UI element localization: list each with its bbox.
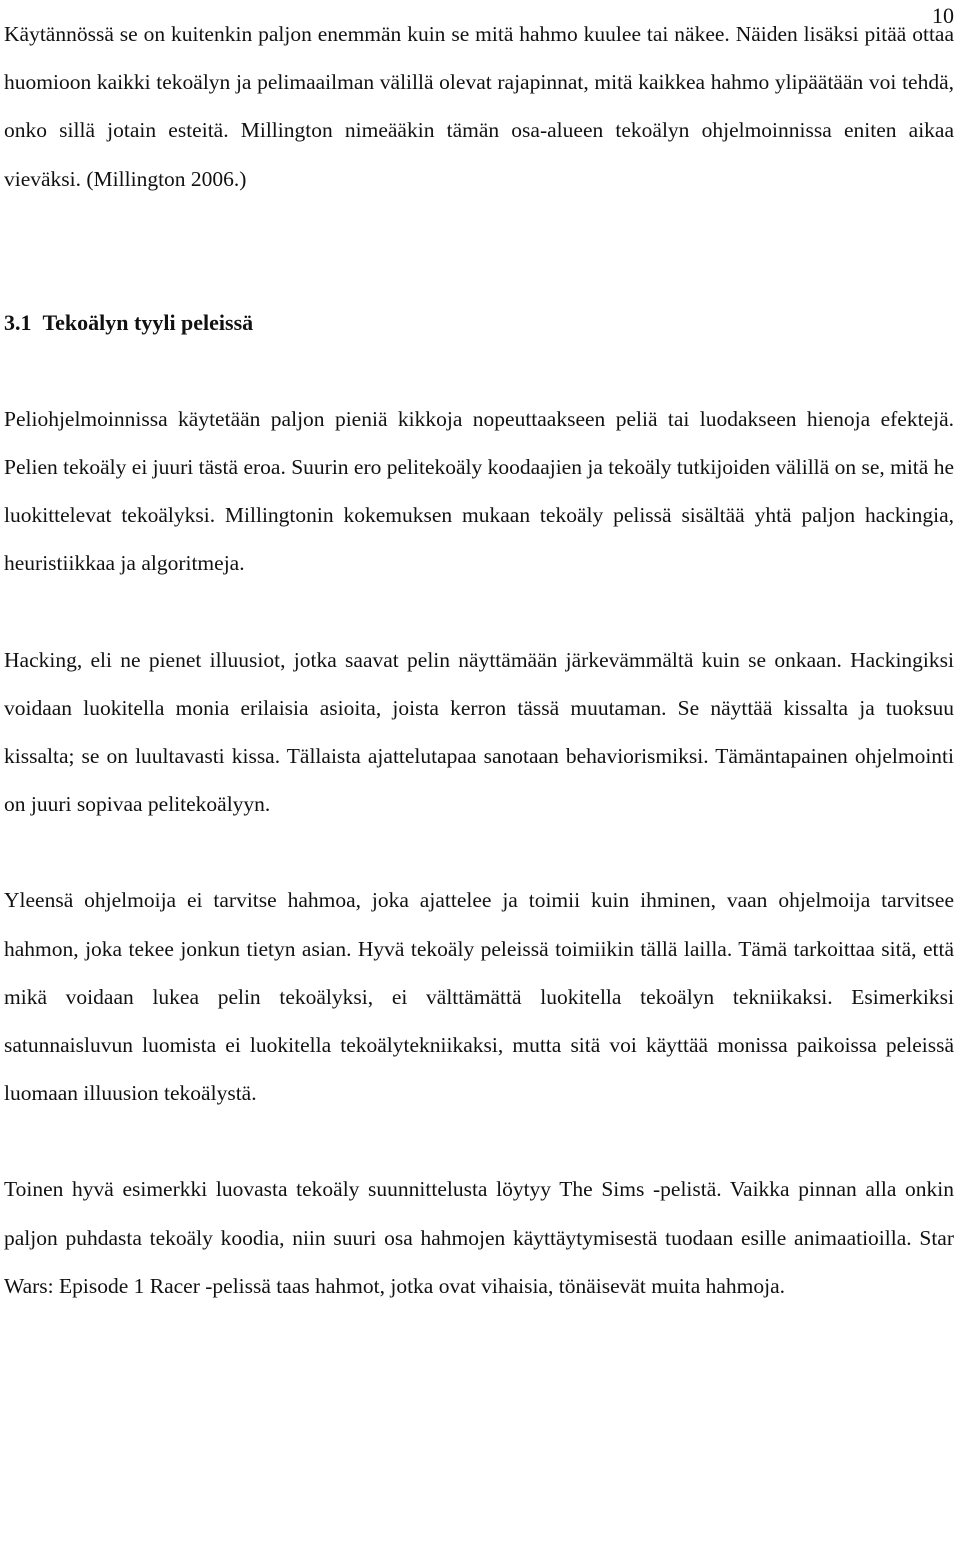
section-number: 3.1	[4, 309, 32, 335]
section-title: Tekoälyn tyyli peleissä	[42, 309, 254, 335]
document-body	[4, 10, 954, 1310]
section-heading	[4, 299, 954, 347]
paragraph-5: Toinen hyvä esimerkki luovasta tekoäly suunnittelusta löytyy The Sims -pelistä. Vaikka pinnan alla onkin paljon puhdasta tekoäly koodia, niin suuri osa hahmojen käyttäytymisestä tuodaan esille animaatioilla. Star Wars: Episode 1 Racer -pelissä taas hahmot, jotka ovat vihaisia, tönäisevät muita hahmoja.	[4, 1177, 954, 1298]
page-number: 10	[932, 3, 954, 28]
paragraph-2: Peliohjelmoinnissa käytetään paljon pieniä kikkoja nopeuttaakseen peliä tai luodakseen hienoja efektejä. Pelien tekoäly ei juuri tästä eroa. Suurin ero pelitekoäly koodaajien ja tekoäly tutkijoiden välillä on se, mitä he luokittelevat tekoälyksi. Millingtonin kokemuksen mukaan tekoäly pelissä sisältää yhtä paljon hackingia, heuristiikkaa ja algoritmeja.	[4, 406, 954, 576]
paragraph-4: Yleensä ohjelmoija ei tarvitse hahmoa, joka ajattelee ja toimii kuin ihminen, vaan ohjelmoija tarvitsee hahmon, joka tekee jonkun tietyn asian. Hyvä tekoäly peleissä toimiikin tällä lailla. Tämä tarkoittaa sitä, että mikä voidaan lukea pelin tekoälyksi, ei välttämättä luokitella tekoälyn tekniikaksi. Esimerkiksi satunnaisluvun luomista ei luokitella tekoälytekniikaksi, mutta sitä voi käyttää monissa paikoissa peleissä luomaan illuusion tekoälystä.	[4, 888, 954, 1106]
paragraph-1: Käytännössä se on kuitenkin paljon enemmän kuin se mitä hahmo kuulee tai näkee. Näiden lisäksi pitää ottaa huomioon kaikki tekoälyn ja pelimaailman välillä olevat rajapinnat, mitä kaikkea hahmo ylipäätään voi tehdä, onko sillä jotain esteitä. Millington nimeääkin tämän osa-alueen tekoälyn ohjelmoinnissa eniten aikaa vieväksi. (Millington 2006.)	[4, 22, 954, 191]
paragraph-3: Hacking, eli ne pienet illuusiot, jotka saavat pelin näyttämään järkevämmältä kuin se onkaan. Hackingiksi voidaan luokitella monia erilaisia asioita, joista kerron tässä muutaman. Se näyttää kissalta ja tuoksuu kissalta; se on luultavasti kissa. Tällaista ajattelutapaa sanotaan behaviorismiksi. Tämäntapainen ohjelmointi on juuri sopivaa pelitekoälyyn.	[4, 647, 954, 817]
